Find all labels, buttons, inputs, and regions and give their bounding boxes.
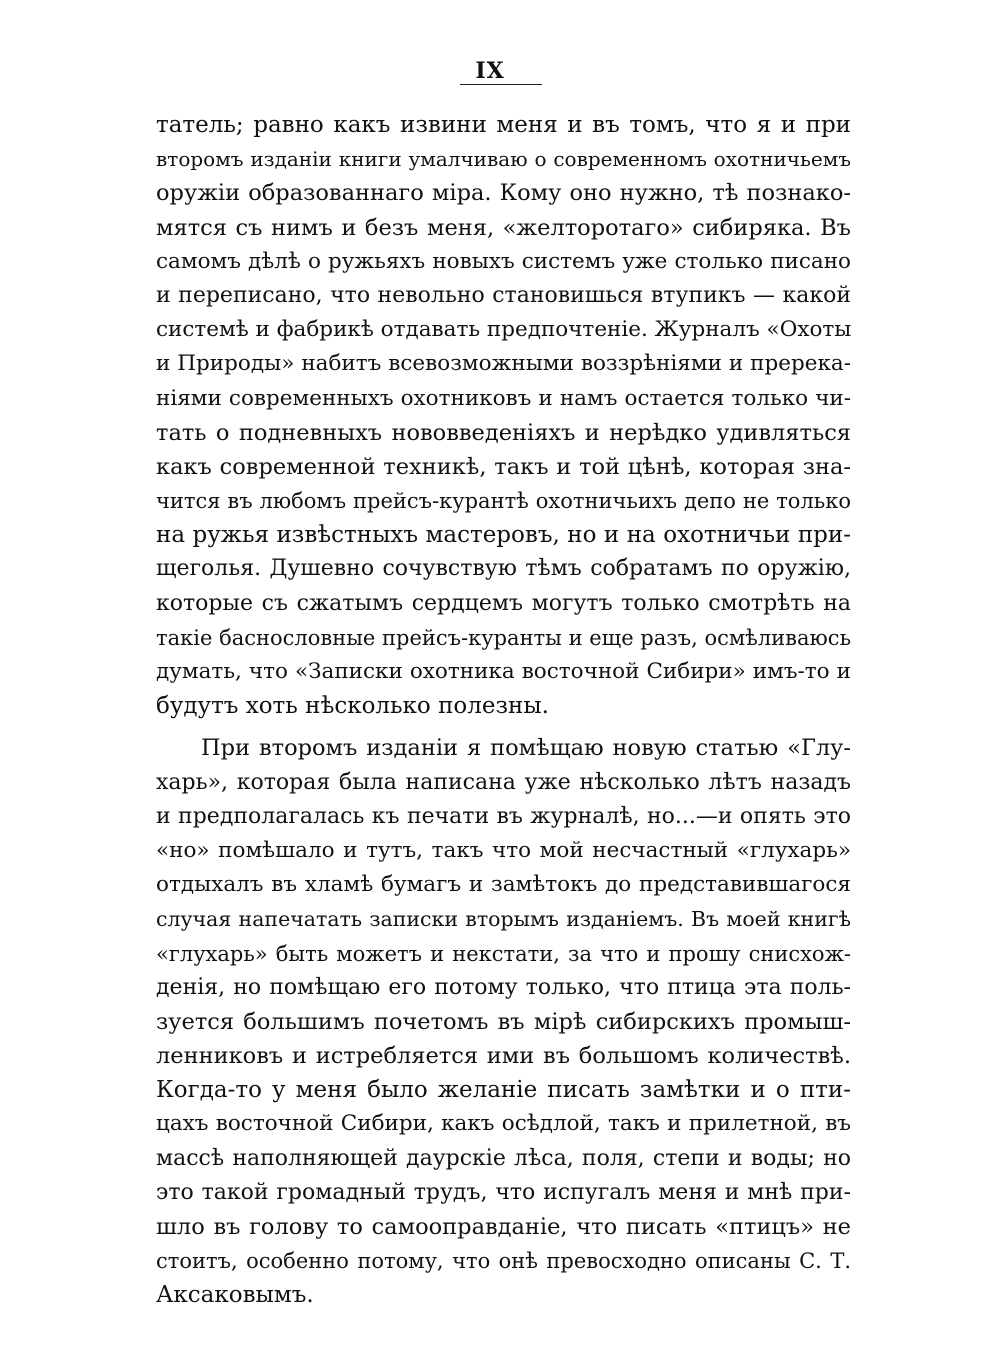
- text-line: зуется большимъ почетомъ въ мірѣ сибирскихъ промыш-: [156, 1008, 851, 1035]
- text-line: чится въ любомъ прейсъ-курантѣ охотничьихъ депо не только: [156, 489, 851, 514]
- paragraph-1: [156, 108, 851, 723]
- text-line: случая напечатать записки вторымъ изданіемъ. Въ моей книгѣ: [156, 907, 851, 932]
- text-block: [156, 108, 851, 1313]
- text-line: на ружья извѣстныхъ мастеровъ, но и на охотничьи при-: [156, 522, 851, 549]
- paragraph-2: [156, 731, 851, 1312]
- text-line: «глухарь» быть можетъ и некстати, за что и прошу снисхож-: [156, 941, 851, 966]
- text-line: массѣ наполняющей даурскіе лѣса, поля, степи и воды; но: [156, 1145, 851, 1171]
- text-line: ленниковъ и истребляется ими въ большомъ количествѣ.: [156, 1043, 851, 1070]
- text-line: и Природы» набитъ всевозможными воззрѣніями и пререка-: [156, 351, 851, 377]
- text-line: стоитъ, особенно потому, что онѣ превосходно описаны С. Т.: [156, 1249, 851, 1274]
- text-line: это такой громадный трудъ, что испугалъ меня и мнѣ при-: [156, 1179, 851, 1205]
- text-line: тать о подневныхъ нововведеніяхъ и нерѣдко удивляться: [156, 419, 851, 446]
- text-line: отдыхалъ въ хламѣ бумагъ и замѣтокъ до представившагося: [156, 872, 851, 898]
- text-line: мятся съ нимъ и безъ меня, «желторотаго» сибиряка. Въ: [156, 214, 851, 241]
- text-line: такіе баснословные прейсъ-куранты и еще разъ, осмѣливаюсь: [156, 625, 851, 650]
- text-line: думать, что «Записки охотника восточной Сибири» имъ-то и: [156, 659, 851, 684]
- text-line: Аксаковымъ.: [156, 1282, 314, 1309]
- text-line: татель; равно какъ извини меня и въ томъ, что я и при: [156, 112, 851, 138]
- text-line: ніями современныхъ охотниковъ и намъ остается только чи-: [156, 385, 851, 411]
- text-line: Когда-то у меня было желаніе писать замѣтки и о пти-: [156, 1077, 851, 1104]
- text-line: цахъ восточной Сибири, какъ осѣдлой, такъ и прилетной, въ: [156, 1111, 851, 1137]
- text-line: будутъ хоть нѣсколько полезны.: [156, 693, 549, 720]
- text-line: шло въ голову то самооправданіе, что писать «птицъ» не: [156, 1214, 851, 1240]
- text-line: какъ современной техникѣ, такъ и той цѣнѣ, которая зна-: [156, 453, 851, 480]
- text-line: «но» помѣшало и тутъ, такъ что мой несчастный «глухарь»: [156, 837, 851, 863]
- page-number: IX: [475, 58, 505, 84]
- text-line: харь», которая была написана уже нѣсколько лѣтъ назадъ: [156, 769, 851, 795]
- page-number-rule: [460, 84, 542, 85]
- text-line: и переписано, что невольно становишься втупикъ — какой: [156, 282, 851, 308]
- text-line: При второмъ изданіи я помѣщаю новую статью «Глу-: [201, 735, 851, 762]
- text-line: системѣ и фабрикѣ отдавать предпочтеніе. Журналъ «Охоты: [156, 317, 851, 343]
- text-line: оружіи образованнаго міра. Кому оно нужно, тѣ познако-: [156, 180, 851, 207]
- text-line: и предполагалась къ печати въ журналѣ, но...—и опять это: [156, 803, 851, 829]
- text-line: денія, но помѣщаю его потому только, что птица эта поль-: [156, 974, 851, 1000]
- text-line: самомъ дѣлѣ о ружьяхъ новыхъ системъ уже столько писано: [156, 248, 851, 274]
- text-line: которые съ сжатымъ сердцемъ могутъ только смотрѣть на: [156, 590, 851, 616]
- text-line: второмъ изданіи книги умалчиваю о современномъ охотничьемъ: [156, 147, 851, 172]
- text-line: щеголья. Душевно сочувствую тѣмъ собратамъ по оружію,: [156, 556, 851, 582]
